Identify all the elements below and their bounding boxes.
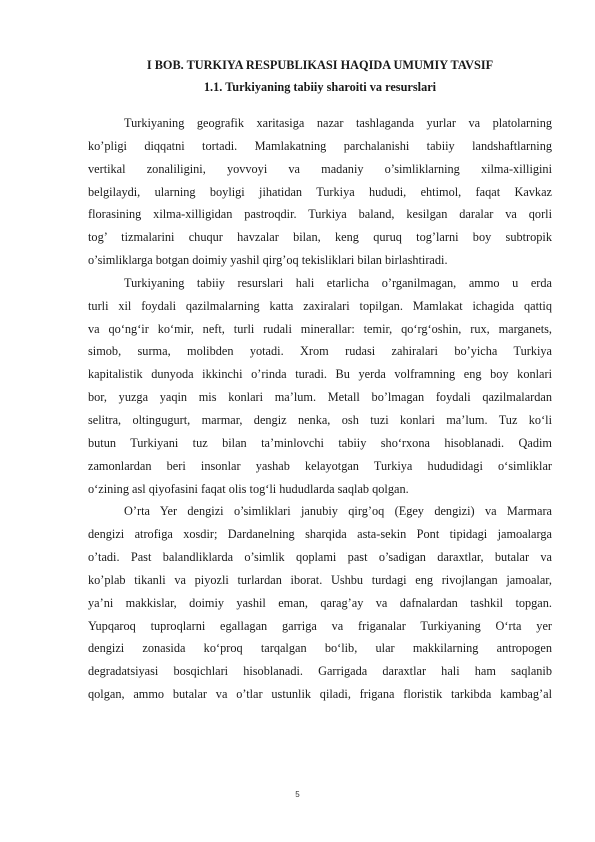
paragraph-line: O’rta Yer dengizi o’simliklari janubiy qirg’oq (Egey dengizi) va Marmara	[124, 504, 552, 519]
paragraph-line: Turkiyaning tabiiy resurslari hali etarlicha o’rganilmagan, ammo u erda	[124, 275, 552, 290]
paragraph-line: ya’ni makkislar, doimiy yashil eman, qarag’ay va dafnalardan tashkil topgan.	[88, 595, 552, 610]
page-number: 5	[295, 790, 300, 799]
paragraph-line: florasining xilma-xilligidan pastroqdir. Turkiya baland, kesilgan daralar va qorli	[88, 207, 552, 222]
paragraph-line: belgilaydi, ularning boyligi jihatidan Turkiya hududi, ehtimol, faqat Kavkaz	[88, 184, 552, 199]
paragraph-line: o‘zining asl qiyofasini faqat olis tog‘li hududlarda saqlab qolgan.	[88, 481, 409, 496]
paragraph-line: ko’plab tikanli va piyozli turlardan iborat. Ushbu turdagi eng rivojlangan jamoalar,	[88, 572, 552, 587]
paragraph-line: selitra, oltingugurt, marmar, dengiz nenka, osh tuzi konlari ma’lum. Tuz ko‘li	[88, 412, 552, 427]
paragraph-line: vertikal zonaliligini, yovvoyi va madaniy o’simliklarning xilma-xilligini	[88, 161, 552, 176]
paragraph-line: o’tadi. Past balandliklarda o’simlik qoplami past o’sadigan daraxtlar, butalar va	[88, 550, 552, 565]
body-text	[88, 112, 552, 706]
paragraph-line: bor, yuzga yaqin mis konlari ma’lum. Metall bo’lmagan foydali qazilmalardan	[88, 390, 552, 405]
paragraph-line: ko’pligi diqqatni tortadi. Mamlakatning parchalanishi tabiiy landshaftlarning	[88, 138, 552, 153]
paragraph-line: va qo‘ng‘ir ko‘mir, neft, turli rudali minerallar: temir, qo‘rg‘oshin, rux, marganets,	[88, 321, 552, 336]
paragraph-line: qolgan, ammo butalar va o’tlar ustunlik qiladi, frigana floristik tarkibda kambag’al	[88, 687, 552, 702]
paragraph-line: Yupqaroq tuproqlarni egallagan garriga va friganalar Turkiyaning O‘rta yer	[88, 618, 552, 633]
paragraph-line: simob, surma, molibden yotadi. Xrom rudasi zahiralari bo’yicha Turkiya	[88, 344, 552, 359]
paragraph-line: tog’ tizmalarini chuqur havzalar bilan, keng quruq tog’larni boy subtropik	[88, 230, 552, 245]
paragraph-line: o’simliklarga botgan doimiy yashil qirg’oq tekisliklari bilan birlashtiradi.	[88, 253, 448, 268]
paragraph-line: butun Turkiyani tuz bilan ta’minlovchi tabiiy sho‘rxona hisoblanadi. Qadim	[88, 435, 552, 450]
paragraph-line: Turkiyaning geografik xaritasiga nazar tashlaganda yurlar va platolarning	[124, 116, 552, 130]
chapter-title: I BOB. TURKIYA RESPUBLIKASI HAQIDA UMUMIY TAVSIF	[146, 58, 494, 72]
paragraph-line: turli xil foydali qazilmalarning katta zaxiralari topilgan. Mamlakat ichagida qattiq	[88, 298, 552, 313]
paragraph-line: dengizi atrofiga xosdir; Dardanelning sharqida asta-sekin Pont tipidagi jamoalarga	[88, 527, 552, 542]
paragraph-line: kapitalistik dunyoda ikkinchi o’rinda turadi. Bu yerda volframning eng boy konlari	[88, 367, 552, 382]
paragraph-line: dengizi zonasida ko‘proq tarqalgan bo‘lib, ular makkilarning antropogen	[88, 641, 552, 656]
section-title: 1.1. Turkiyaning tabiiy sharoiti va resurslari	[203, 80, 437, 94]
paragraph-line: degradatsiyasi bosqichlari hisoblanadi. Garrigada daraxtlar hali ham saqlanib	[88, 664, 552, 679]
paragraph-line: zamonlardan beri insonlar yashab kelayotgan Turkiya hududidagi o‘simliklar	[88, 458, 552, 473]
